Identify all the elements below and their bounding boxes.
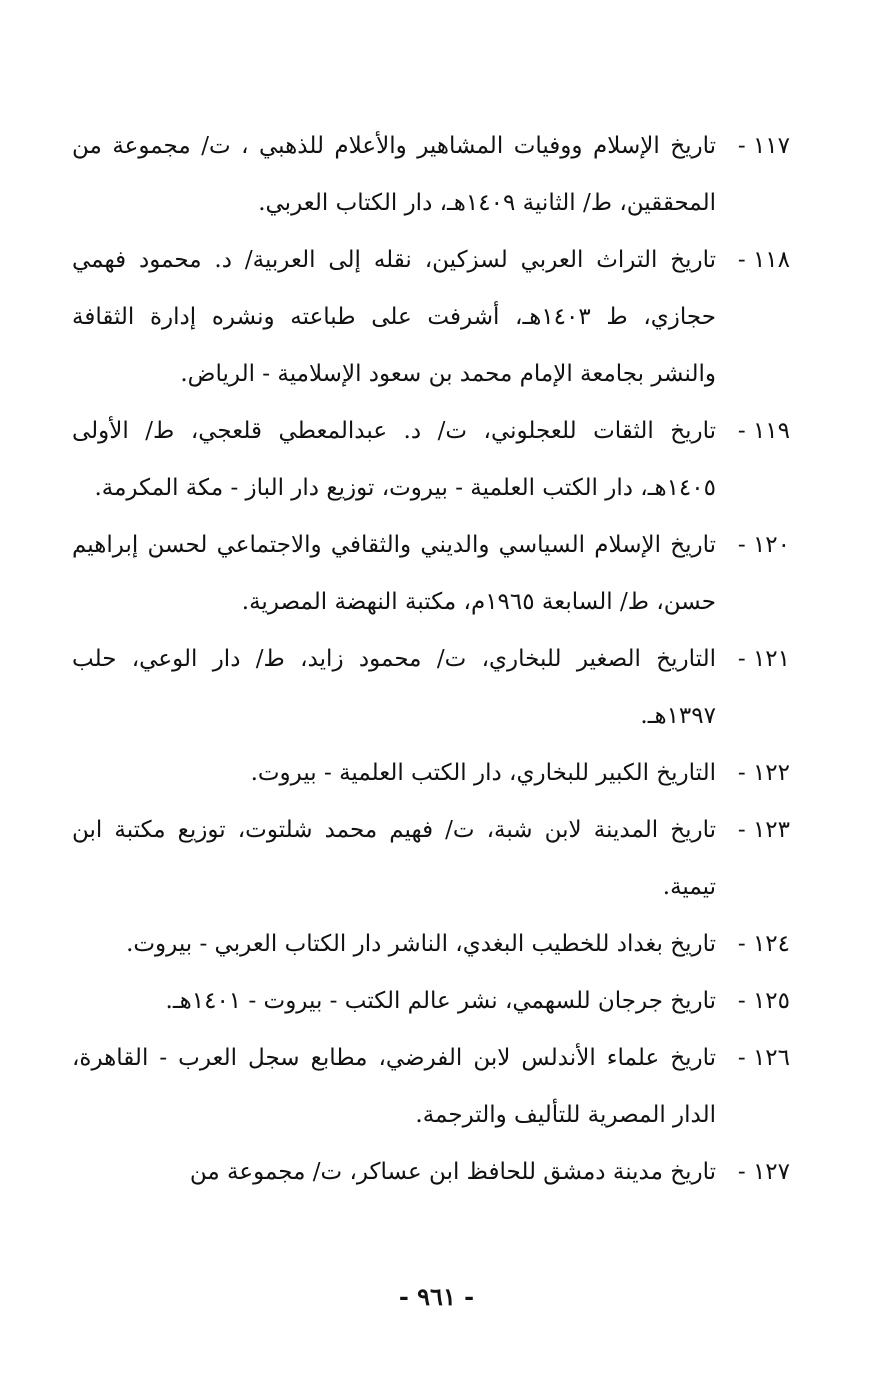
entry-number: ١٢٦ - [737,1045,790,1071]
bibliography-entry-118 [72,232,790,403]
bibliography-entry-125 [72,973,790,1030]
entry-text: تاريخ الثقات للعجلوني، ت/ د. عبدالمعطي قلعجي، ط/ الأولى ١٤٠٥هـ، دار الكتب العلمية - بيروت، توزيع دار الباز - مكة المكرمة. [72,418,716,501]
entry-number: ١١٨ - [737,247,790,273]
entry-number: ١٢٢ - [737,760,790,786]
bibliography-entry-127 [72,1144,790,1201]
bibliography-entry-121 [72,631,790,745]
entry-number: ١٢٣ - [737,817,790,843]
entry-text: التاريخ الصغير للبخاري، ت/ محمود زايد، ط/ دار الوعي، حلب ١٣٩٧هـ. [72,646,716,729]
entry-text: التاريخ الكبير للبخاري، دار الكتب العلمية - بيروت. [250,760,716,786]
entry-number: ١٢٧ - [737,1159,790,1185]
bibliography-entry-124 [72,916,790,973]
entry-text: تاريخ التراث العربي لسزكين، نقله إلى العربية/ د. محمود فهمي حجازي، ط ١٤٠٣هـ، أشرفت على طباعته ونشره إدارة الثقافة والنشر بجامعة الإمام محمد بن سعود الإسلامية - الرياض. [72,247,716,387]
entry-text: تاريخ بغداد للخطيب البغدي، الناشر دار الكتاب العربي - بيروت. [126,931,716,957]
entry-number: ١١٧ - [737,133,790,159]
entry-text: تاريخ المدينة لابن شبة، ت/ فهيم محمد شلتوت، توزيع مكتبة ابن تيمية. [72,817,716,900]
bibliography-entry-117 [72,118,790,232]
entry-text: تاريخ الإسلام السياسي والديني والثقافي والاجتماعي لحسن إبراهيم حسن، ط/ السابعة ١٩٦٥م، مكتبة النهضة المصرية. [72,532,716,615]
page-number: - ٩٦١ - [398,1282,475,1311]
entry-text: تاريخ علماء الأندلس لابن الفرضي، مطابع سجل العرب - القاهرة، الدار المصرية للتأليف والترجمة. [72,1045,716,1128]
entry-number: ١٢١ - [737,646,790,672]
entry-text: تاريخ الإسلام ووفيات المشاهير والأعلام للذهبي ، ت/ مجموعة من المحققين، ط/ الثانية ١٤٠٩هـ، دار الكتاب العربي. [72,133,716,216]
bibliography-entry-119 [72,403,790,517]
entry-text: تاريخ جرجان للسهمي، نشر عالم الكتب - بيروت - ١٤٠١هـ. [165,988,716,1014]
entry-text: تاريخ مدينة دمشق للحافظ ابن عساكر، ت/ مجموعة من [189,1159,716,1185]
entry-number: ١٢٠ - [737,532,790,558]
bibliography-entry-120 [72,517,790,631]
entry-number: ١٢٤ - [737,931,790,957]
entry-number: ١١٩ - [737,418,790,444]
bibliography-entry-126 [72,1030,790,1144]
entry-number: ١٢٥ - [737,988,790,1014]
bibliography-entry-123 [72,802,790,916]
bibliography-entry-122 [72,745,790,802]
bibliography-list [72,118,790,1201]
